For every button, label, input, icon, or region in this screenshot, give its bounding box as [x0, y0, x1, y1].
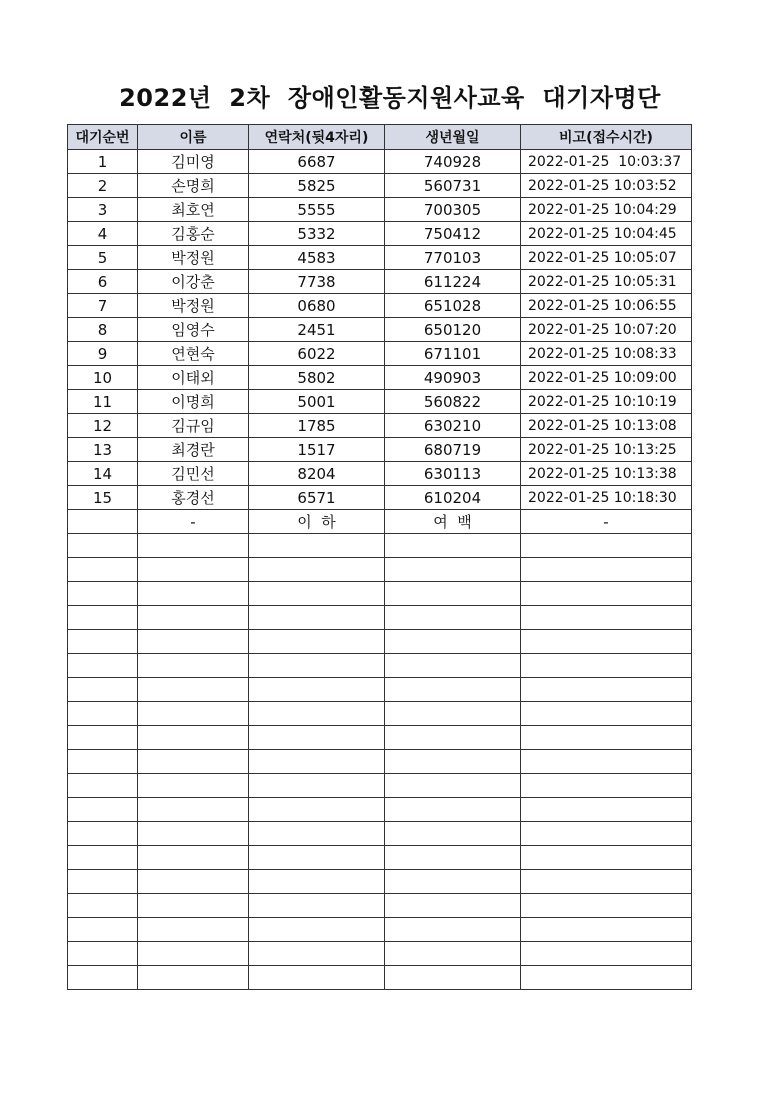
empty-cell — [138, 534, 249, 558]
empty-row — [68, 870, 692, 894]
cell-birthdate: 740928 — [385, 150, 521, 174]
cell-remark: 2022-01-25 10:08:33 — [521, 342, 692, 366]
empty-cell — [249, 750, 385, 774]
empty-row — [68, 942, 692, 966]
empty-row — [68, 726, 692, 750]
empty-cell — [385, 726, 521, 750]
empty-cell — [249, 534, 385, 558]
empty-cell — [521, 630, 692, 654]
empty-cell — [385, 774, 521, 798]
table-row — [68, 342, 692, 366]
cell-phone: 8204 — [249, 462, 385, 486]
empty-cell — [138, 894, 249, 918]
cell-phone: 4583 — [249, 246, 385, 270]
cell-phone: 5555 — [249, 198, 385, 222]
table-header-row — [68, 125, 692, 150]
empty-cell — [521, 678, 692, 702]
empty-cell — [521, 606, 692, 630]
empty-cell — [385, 630, 521, 654]
empty-cell — [68, 630, 138, 654]
empty-cell — [68, 702, 138, 726]
empty-cell — [521, 942, 692, 966]
cell-remark: 2022-01-25 10:04:45 — [521, 222, 692, 246]
empty-cell — [249, 918, 385, 942]
empty-cell — [138, 798, 249, 822]
empty-cell — [68, 750, 138, 774]
cell-birthdate: 770103 — [385, 246, 521, 270]
cell-birthdate: 490903 — [385, 366, 521, 390]
cell-phone: 6687 — [249, 150, 385, 174]
empty-cell — [68, 606, 138, 630]
cell-phone: 6571 — [249, 486, 385, 510]
empty-cell — [68, 918, 138, 942]
empty-cell — [68, 774, 138, 798]
cell-remark: 2022-01-25 10:06:55 — [521, 294, 692, 318]
empty-row — [68, 534, 692, 558]
empty-row — [68, 702, 692, 726]
cell-number: 14 — [68, 462, 138, 486]
empty-cell — [68, 894, 138, 918]
cell-birthdate: 560731 — [385, 174, 521, 198]
table-row — [68, 150, 692, 174]
cell-remark: 2022-01-25 10:04:29 — [521, 198, 692, 222]
cell-remark: 2022-01-25 10:13:08 — [521, 414, 692, 438]
cell-name: 박정원 — [138, 294, 249, 318]
cell-number: 15 — [68, 486, 138, 510]
empty-cell — [68, 846, 138, 870]
cell-phone: 5332 — [249, 222, 385, 246]
empty-cell — [385, 894, 521, 918]
cell-remark: 2022-01-25 10:07:20 — [521, 318, 692, 342]
empty-cell — [385, 654, 521, 678]
empty-cell — [385, 846, 521, 870]
empty-cell — [521, 654, 692, 678]
cell-birthdate: 630210 — [385, 414, 521, 438]
empty-cell — [138, 702, 249, 726]
empty-cell — [249, 678, 385, 702]
cell-birthdate: 630113 — [385, 462, 521, 486]
cell-number: 4 — [68, 222, 138, 246]
footer-cell-name: - — [138, 510, 249, 534]
header-name: 이름 — [138, 125, 249, 150]
cell-phone: 0680 — [249, 294, 385, 318]
empty-row — [68, 606, 692, 630]
cell-name: 연현숙 — [138, 342, 249, 366]
cell-remark: 2022-01-25 10:10:19 — [521, 390, 692, 414]
cell-number: 8 — [68, 318, 138, 342]
cell-name: 박정원 — [138, 246, 249, 270]
empty-row — [68, 846, 692, 870]
empty-cell — [521, 798, 692, 822]
empty-cell — [68, 870, 138, 894]
empty-cell — [249, 942, 385, 966]
empty-cell — [249, 726, 385, 750]
cell-birthdate: 671101 — [385, 342, 521, 366]
table-row — [68, 462, 692, 486]
empty-cell — [249, 774, 385, 798]
cell-number: 9 — [68, 342, 138, 366]
cell-number: 10 — [68, 366, 138, 390]
cell-phone: 6022 — [249, 342, 385, 366]
empty-cell — [521, 870, 692, 894]
cell-name: 김미영 — [138, 150, 249, 174]
empty-cell — [521, 534, 692, 558]
empty-cell — [521, 702, 692, 726]
cell-name: 이강춘 — [138, 270, 249, 294]
empty-cell — [138, 846, 249, 870]
table-row — [68, 486, 692, 510]
empty-cell — [138, 654, 249, 678]
empty-cell — [138, 606, 249, 630]
table-row — [68, 366, 692, 390]
empty-row — [68, 630, 692, 654]
empty-cell — [138, 942, 249, 966]
empty-cell — [249, 846, 385, 870]
empty-cell — [68, 678, 138, 702]
empty-cell — [68, 726, 138, 750]
empty-cell — [138, 966, 249, 990]
empty-cell — [385, 942, 521, 966]
cell-remark: 2022-01-25 10:13:38 — [521, 462, 692, 486]
cell-remark: 2022-01-25 10:09:00 — [521, 366, 692, 390]
empty-cell — [138, 726, 249, 750]
empty-cell — [249, 654, 385, 678]
empty-cell — [385, 534, 521, 558]
cell-birthdate: 650120 — [385, 318, 521, 342]
cell-number: 7 — [68, 294, 138, 318]
page-title: 2022년 2차 장애인활동지원사교육 대기자명단 — [119, 84, 661, 112]
empty-cell — [249, 558, 385, 582]
empty-cell — [385, 750, 521, 774]
empty-cell — [68, 798, 138, 822]
cell-name: 이태외 — [138, 366, 249, 390]
empty-row — [68, 750, 692, 774]
cell-birthdate: 610204 — [385, 486, 521, 510]
empty-cell — [521, 822, 692, 846]
cell-number: 11 — [68, 390, 138, 414]
empty-cell — [521, 846, 692, 870]
empty-cell — [249, 606, 385, 630]
cell-number: 1 — [68, 150, 138, 174]
empty-cell — [68, 558, 138, 582]
footer-row — [68, 510, 692, 534]
empty-cell — [249, 798, 385, 822]
cell-remark: 2022-01-25 10:03:52 — [521, 174, 692, 198]
table-row — [68, 198, 692, 222]
cell-remark: 2022-01-25 10:05:31 — [521, 270, 692, 294]
empty-row — [68, 582, 692, 606]
empty-cell — [138, 678, 249, 702]
cell-name: 이명희 — [138, 390, 249, 414]
header-birthdate: 생년월일 — [385, 125, 521, 150]
cell-birthdate: 750412 — [385, 222, 521, 246]
empty-cell — [385, 678, 521, 702]
cell-name: 임영수 — [138, 318, 249, 342]
empty-row — [68, 798, 692, 822]
empty-cell — [521, 918, 692, 942]
empty-cell — [68, 942, 138, 966]
empty-cell — [249, 894, 385, 918]
cell-remark: 2022-01-25 10:05:07 — [521, 246, 692, 270]
cell-birthdate: 651028 — [385, 294, 521, 318]
cell-name: 홍경선 — [138, 486, 249, 510]
empty-row — [68, 966, 692, 990]
cell-phone: 5001 — [249, 390, 385, 414]
cell-phone: 1785 — [249, 414, 385, 438]
empty-cell — [249, 966, 385, 990]
empty-cell — [249, 582, 385, 606]
cell-birthdate: 680719 — [385, 438, 521, 462]
cell-phone: 7738 — [249, 270, 385, 294]
cell-phone: 5802 — [249, 366, 385, 390]
empty-cell — [385, 558, 521, 582]
empty-row — [68, 654, 692, 678]
empty-cell — [521, 774, 692, 798]
empty-cell — [521, 582, 692, 606]
cell-birthdate: 700305 — [385, 198, 521, 222]
empty-cell — [385, 582, 521, 606]
empty-cell — [138, 774, 249, 798]
empty-row — [68, 558, 692, 582]
cell-phone: 5825 — [249, 174, 385, 198]
empty-cell — [138, 870, 249, 894]
footer-cell-remark: - — [521, 510, 692, 534]
footer-cell-birth: 여 백 — [385, 510, 521, 534]
empty-cell — [385, 918, 521, 942]
cell-phone: 1517 — [249, 438, 385, 462]
cell-name: 최경란 — [138, 438, 249, 462]
empty-cell — [385, 606, 521, 630]
empty-cell — [138, 558, 249, 582]
empty-cell — [249, 702, 385, 726]
cell-phone: 2451 — [249, 318, 385, 342]
empty-cell — [249, 822, 385, 846]
empty-cell — [385, 702, 521, 726]
cell-remark: 2022-01-25 10:18:30 — [521, 486, 692, 510]
table-row — [68, 222, 692, 246]
empty-cell — [138, 630, 249, 654]
empty-cell — [521, 966, 692, 990]
cell-remark: 2022-01-25 10:03:37 — [521, 150, 692, 174]
table-row — [68, 294, 692, 318]
table-row — [68, 438, 692, 462]
cell-name: 손명희 — [138, 174, 249, 198]
cell-number: 3 — [68, 198, 138, 222]
empty-row — [68, 918, 692, 942]
cell-name: 최호연 — [138, 198, 249, 222]
empty-cell — [138, 750, 249, 774]
empty-cell — [138, 822, 249, 846]
cell-name: 김규임 — [138, 414, 249, 438]
cell-number: 5 — [68, 246, 138, 270]
empty-cell — [249, 630, 385, 654]
empty-cell — [138, 918, 249, 942]
header-waitlist-number: 대기순번 — [68, 125, 138, 150]
cell-number: 13 — [68, 438, 138, 462]
cell-name: 김민선 — [138, 462, 249, 486]
empty-row — [68, 774, 692, 798]
empty-cell — [68, 582, 138, 606]
empty-row — [68, 822, 692, 846]
table-body — [68, 150, 692, 990]
cell-number: 6 — [68, 270, 138, 294]
empty-cell — [68, 966, 138, 990]
cell-number: 12 — [68, 414, 138, 438]
empty-cell — [385, 966, 521, 990]
waitlist-table — [67, 124, 692, 990]
header-phone-last4: 연락처(뒷4자리) — [249, 125, 385, 150]
table-row — [68, 246, 692, 270]
cell-remark: 2022-01-25 10:13:25 — [521, 438, 692, 462]
empty-cell — [521, 894, 692, 918]
table-row — [68, 318, 692, 342]
empty-cell — [385, 798, 521, 822]
header-remark-received-time: 비고(접수시간) — [521, 125, 692, 150]
empty-cell — [249, 870, 385, 894]
cell-birthdate: 560822 — [385, 390, 521, 414]
empty-cell — [521, 726, 692, 750]
empty-cell — [385, 870, 521, 894]
empty-cell — [385, 822, 521, 846]
cell-birthdate: 611224 — [385, 270, 521, 294]
table-row — [68, 270, 692, 294]
table-row — [68, 414, 692, 438]
table-row — [68, 390, 692, 414]
empty-cell — [68, 822, 138, 846]
cell-number: 2 — [68, 174, 138, 198]
footer-cell-phone: 이 하 — [249, 510, 385, 534]
cell-name: 김홍순 — [138, 222, 249, 246]
empty-cell — [521, 558, 692, 582]
empty-row — [68, 678, 692, 702]
table-row — [68, 174, 692, 198]
footer-cell-number — [68, 510, 138, 534]
empty-cell — [138, 582, 249, 606]
empty-cell — [521, 750, 692, 774]
empty-cell — [68, 534, 138, 558]
empty-cell — [68, 654, 138, 678]
empty-row — [68, 894, 692, 918]
